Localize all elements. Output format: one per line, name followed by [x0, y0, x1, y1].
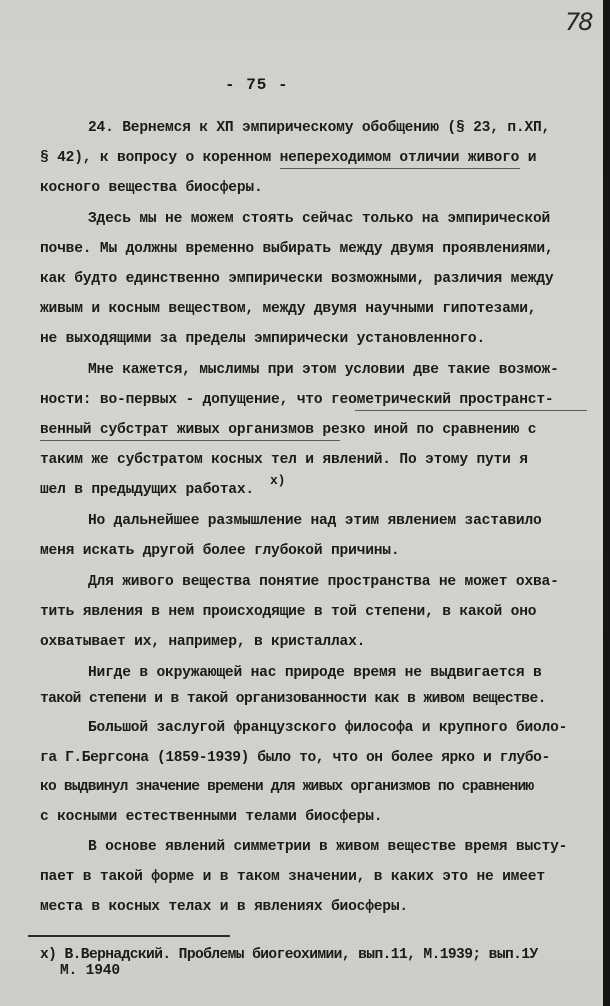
- text-line: места в косных телах и в явлениях биосферы.: [40, 899, 408, 915]
- underline-mark: [355, 410, 587, 411]
- text-line: Мне кажется, мыслимы при этом условии две такие возмож-: [88, 362, 559, 378]
- underline-mark: [40, 440, 340, 441]
- footnote-marker: х): [270, 473, 286, 488]
- text-line: пает в такой форме и в таком значении, в каких это не имеет: [40, 869, 545, 885]
- footnote-line: М. 1940: [60, 963, 120, 979]
- text-line: охватывает их, например, в кристаллах.: [40, 634, 366, 650]
- text-line: Но дальнейшее размышление над этим явлением заставило: [88, 513, 542, 529]
- text-line: таким же субстратом косных тел и явлений. По этому пути я: [40, 452, 528, 468]
- text-line: Для живого вещества понятие пространства не может охва-: [88, 574, 559, 590]
- page-edge-shadow: [603, 0, 610, 1006]
- text-line: косного вещества биосферы.: [40, 180, 263, 196]
- text-line: почве. Мы должны временно выбирать между двумя проявлениями,: [40, 241, 554, 257]
- text-line: Большой заслугой французского философа и крупного биоло-: [88, 720, 568, 736]
- text-line: венный субстрат живых организмов резко иной по сравнению с: [40, 422, 537, 438]
- text-line: Здесь мы не можем стоять сейчас только на эмпирической: [88, 211, 551, 227]
- text-line: ности: во-первых - допущение, что геометрический пространст-: [40, 392, 554, 408]
- text-line: как будто единственно эмпирически возможными, различия между: [40, 271, 554, 287]
- text-line: Нигде в окружающей нас природе время не выдвигается в: [88, 665, 542, 681]
- text-line: ко выдвинул значение времени для живых организмов по сравнению: [40, 779, 534, 795]
- text-line: с косными естественными телами биосферы.: [40, 809, 383, 825]
- footnote-divider: [28, 935, 230, 937]
- footnote-line: х) В.Вернадский. Проблемы биогеохимии, вып.11, М.1939; вып.1У: [40, 947, 538, 963]
- page-number: - 75 -: [225, 76, 289, 94]
- text-line: В основе явлений симметрии в живом веществе время высту-: [88, 839, 568, 855]
- text-line: 24. Вернемся к ХП эмпирическому обобщению (§ 23, п.ХП,: [88, 120, 551, 136]
- text-line: не выходящими за пределы эмпирически установленного.: [40, 331, 485, 347]
- text-line: шел в предыдущих работах.: [40, 482, 254, 498]
- text-line: § 42), к вопросу о коренном непереходимом отличии живого и: [40, 150, 537, 166]
- text-line: га Г.Бергсона (1859-1939) было то, что он более ярко и глубо-: [40, 750, 550, 766]
- text-line: живым и косным веществом, между двумя научными гипотезами,: [40, 301, 537, 317]
- text-line: такой степени и в такой организованности как в живом веществе.: [40, 691, 546, 707]
- text-line: меня искать другой более глубокой причины.: [40, 543, 400, 559]
- corner-page-number: 78: [565, 8, 592, 36]
- text-line: тить явления в нем происходящие в той степени, в какой оно: [40, 604, 537, 620]
- underline-mark: [280, 168, 520, 169]
